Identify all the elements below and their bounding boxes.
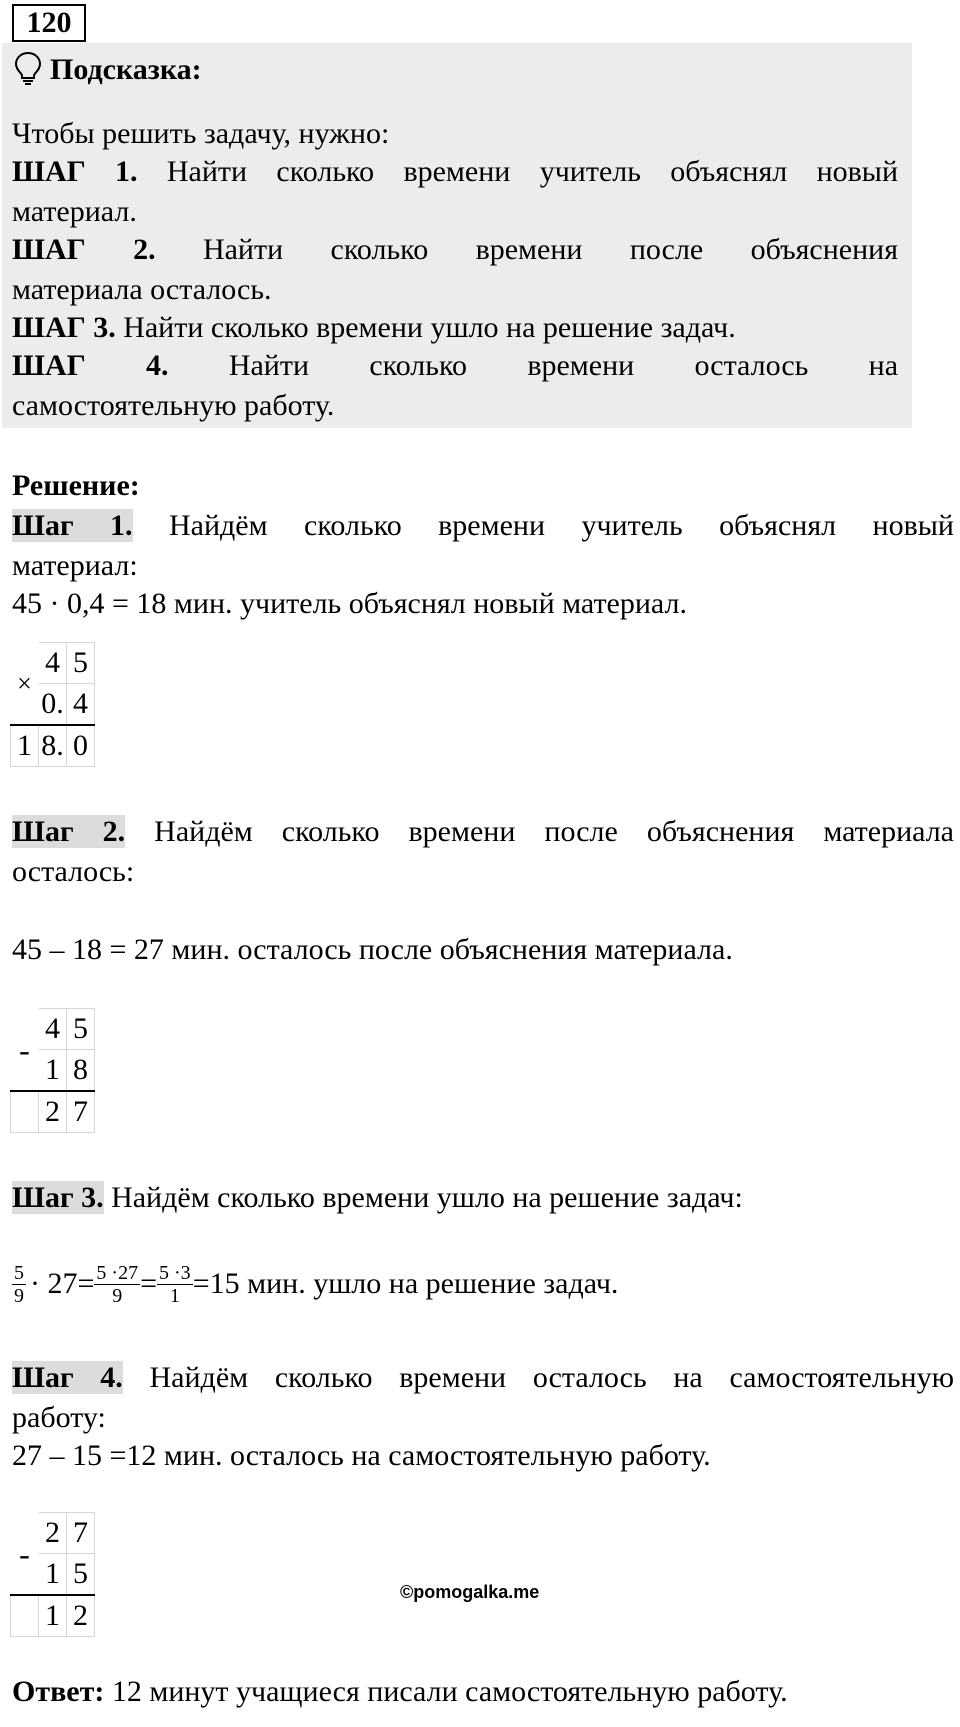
hint-step-3-text: Найти сколько времени ушло на решение задач. — [123, 311, 736, 344]
calc-digit: 7 — [67, 1513, 95, 1554]
calc-digit: 5 — [67, 1009, 95, 1050]
fraction-denominator: 1 — [169, 1284, 180, 1307]
calc-digit: 1 — [39, 1595, 67, 1637]
equation-part: =15 мин. ушло на решение задач. — [192, 1267, 619, 1300]
calc-digit: 5 — [67, 643, 95, 684]
step-2-cont: осталось: — [12, 855, 135, 888]
hint-step-3-label: ШАГ 3. — [12, 311, 116, 344]
lightbulb-icon — [14, 51, 42, 90]
calc-digit: 1 — [39, 1554, 67, 1596]
solution-title: Решение: — [12, 469, 140, 502]
step-4-label: Шаг 4. — [12, 1361, 123, 1394]
calc-digit: 0. — [39, 684, 67, 726]
equation-part: = — [140, 1267, 158, 1300]
calc-digit: 4 — [67, 684, 95, 726]
step-3-label: Шаг 3. — [12, 1181, 104, 1214]
fraction — [94, 1262, 140, 1307]
hint-step-4-label: ШАГ 4. — [12, 349, 169, 382]
fraction — [12, 1262, 26, 1307]
task-number: 120 — [12, 4, 86, 42]
step-3-equation — [12, 1254, 618, 1314]
equation-part: · 27= — [30, 1267, 95, 1300]
answer — [12, 1672, 788, 1712]
calc-digit: 4 — [39, 643, 67, 684]
step-3-heading — [12, 1178, 743, 1218]
calc-digit: 2 — [39, 1091, 67, 1133]
step-4-equation: 27 – 15 =12 мин. осталось на самостоятельную работу. — [12, 1439, 711, 1472]
calc-digit: 8 — [67, 1050, 95, 1092]
hint-step-4 — [12, 346, 898, 386]
hint-step-1-label: ШАГ 1. — [12, 155, 138, 188]
step-4-calc — [10, 1512, 95, 1637]
step-2-calc — [10, 1008, 95, 1133]
hint-step-4-cont: самостоятельную работу. — [12, 389, 335, 422]
watermark: ©pomogalka.me — [400, 1582, 540, 1602]
hint-step-1-text: Найти сколько времени учитель объяснял новый — [166, 155, 898, 188]
calc-sign: × — [17, 669, 32, 698]
step-1-heading — [12, 506, 954, 546]
step-1-equation: 45 · 0,4 = 18 мин. учитель объяснял новый материал. — [12, 587, 687, 620]
hint-header — [14, 48, 202, 92]
fraction-numerator: 5 ·3 — [159, 1261, 191, 1284]
hint-step-4-text: Найти сколько времени осталось на — [228, 349, 899, 382]
step-2-heading — [12, 812, 954, 852]
answer-text: 12 минут учащиеся писали самостоятельную работу. — [111, 1675, 788, 1708]
step-3-text: Найдём сколько времени ушло на решение задач: — [111, 1181, 743, 1214]
hint-step-1-cont: материал. — [12, 195, 137, 228]
step-1-calc — [10, 642, 95, 767]
step-2-text: Найдём сколько времени после объяснения материала — [154, 815, 954, 848]
calc-digit: 4 — [39, 1009, 67, 1050]
hint-step-2-cont: материала осталось. — [12, 273, 272, 306]
step-1-label: Шаг 1. — [12, 509, 133, 542]
calc-digit: 1 — [39, 1050, 67, 1092]
calc-digit: 2 — [67, 1595, 95, 1637]
calc-digit — [11, 1091, 39, 1133]
hint-step-2-text: Найти сколько времени после объяснения — [202, 233, 899, 266]
step-2-equation: 45 – 18 = 27 мин. осталось после объяснения материала. — [12, 933, 733, 966]
calc-digit: 7 — [67, 1091, 95, 1133]
hint-step-2 — [12, 230, 898, 270]
calc-digit: 5 — [67, 1554, 95, 1596]
step-1-cont: материал: — [12, 549, 138, 582]
hint-title: Подсказка: — [50, 53, 202, 86]
calc-sign: - — [19, 1536, 30, 1572]
hint-step-2-label: ШАГ 2. — [12, 233, 156, 266]
fraction-numerator: 5 — [14, 1261, 24, 1284]
step-1-text: Найдём сколько времени учитель объяснял новый — [168, 509, 954, 542]
step-2-label: Шаг 2. — [12, 815, 126, 848]
step-4-text: Найдём сколько времени осталось на самостоятельную — [149, 1361, 954, 1394]
hint-intro: Чтобы решить задачу, нужно: — [12, 117, 390, 150]
calc-digit: 1 — [11, 725, 39, 767]
calc-digit: 2 — [39, 1513, 67, 1554]
fraction-denominator: 9 — [112, 1284, 123, 1307]
calc-sign: - — [19, 1032, 30, 1068]
calc-digit: 0 — [67, 725, 95, 767]
step-4-heading — [12, 1358, 954, 1398]
calc-digit: 8. — [39, 725, 67, 767]
fraction-numerator: 5 ·27 — [96, 1261, 139, 1284]
calc-digit — [11, 1595, 39, 1637]
fraction-denominator: 9 — [14, 1284, 24, 1307]
hint-step-3 — [12, 308, 736, 348]
fraction — [157, 1262, 193, 1307]
answer-label: Ответ: — [12, 1675, 105, 1708]
hint-step-1 — [12, 152, 898, 192]
step-4-cont: работу: — [12, 1401, 106, 1434]
